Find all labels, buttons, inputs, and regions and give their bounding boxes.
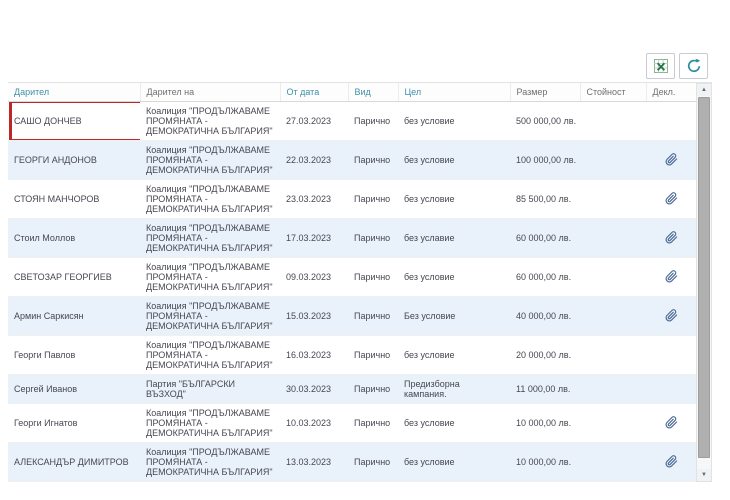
- cell-purpose: без условие: [404, 350, 455, 360]
- cell-amount: 60 000,00 лв.: [516, 272, 572, 282]
- cell-date: 13.03.2023: [286, 457, 332, 467]
- attachment-paperclip-icon[interactable]: [665, 192, 678, 205]
- cell-amount: 60 000,00 лв.: [516, 233, 572, 243]
- cell-donor: АЛЕКСАНДЪР ДИМИТРОВ: [14, 457, 129, 467]
- cell-kind: Парично: [354, 116, 391, 126]
- table-row[interactable]: [8, 375, 696, 404]
- cell-donor: Стоил Моллов: [14, 233, 76, 243]
- cell-amount: 10 000,00 лв.: [516, 418, 572, 428]
- table-header-row: [8, 83, 696, 102]
- scroll-up-button[interactable]: [697, 84, 711, 96]
- cell-date: 15.03.2023: [286, 311, 332, 321]
- cell-declaration: [646, 219, 696, 258]
- cell-recipient: Коалиция "ПРОДЪЛЖАВАМЕ ПРОМЯНАТА - ДЕМОКРАТИЧНА БЪЛГАРИЯ": [146, 106, 273, 136]
- cell-kind: Парично: [354, 457, 391, 467]
- table-header: [8, 83, 696, 102]
- table-row[interactable]: [8, 141, 696, 180]
- cell-date: 30.03.2023: [286, 384, 332, 394]
- cell-recipient: Коалиция "ПРОДЪЛЖАВАМЕ ПРОМЯНАТА - ДЕМОКРАТИЧНА БЪЛГАРИЯ": [146, 340, 273, 370]
- cell-purpose: Предизборна кампания.: [404, 379, 460, 399]
- attachment-paperclip-icon[interactable]: [665, 153, 678, 166]
- cell-declaration: [646, 336, 696, 375]
- cell-date: 10.03.2023: [286, 418, 332, 428]
- cell-date: 23.03.2023: [286, 194, 332, 204]
- table-row[interactable]: [8, 297, 696, 336]
- cell-declaration: [646, 297, 696, 336]
- highlight-annotation-box: [9, 102, 140, 141]
- cell-amount: 11 000,00 лв.: [516, 384, 571, 394]
- column-header-5[interactable]: Цел: [398, 83, 510, 102]
- cell-declaration: [646, 141, 696, 180]
- scroll-down-arrow-icon: ▼: [701, 472, 707, 478]
- cell-declaration: [646, 375, 696, 404]
- cell-recipient: Коалиция "ПРОДЪЛЖАВАМЕ ПРОМЯНАТА - ДЕМОКРАТИЧНА БЪЛГАРИЯ": [146, 262, 273, 292]
- scrollbar-thumb[interactable]: [698, 97, 710, 458]
- table-row[interactable]: [8, 219, 696, 258]
- cell-kind: Парично: [354, 233, 391, 243]
- table-row[interactable]: [8, 336, 696, 375]
- cell-donor: Георги Игнатов: [14, 418, 78, 428]
- cell-donor: Армин Саркисян: [14, 311, 84, 321]
- vertical-scrollbar[interactable]: [696, 83, 712, 482]
- cell-donor: САШО ДОНЧЕВ: [8, 102, 140, 141]
- cell-donor: Сергей Иванов: [14, 384, 78, 394]
- table-row[interactable]: [8, 258, 696, 297]
- column-header-7: Стойност: [580, 83, 646, 102]
- cell-purpose: без условие: [404, 418, 455, 428]
- donations-table: [8, 83, 696, 482]
- cell-amount: 100 000,00 лв.: [516, 155, 577, 165]
- cell-donor: Георги Павлов: [14, 350, 76, 360]
- cell-purpose: Без условие: [404, 311, 456, 321]
- attachment-paperclip-icon[interactable]: [665, 455, 678, 468]
- cell-kind: Парично: [354, 311, 391, 321]
- column-header-1[interactable]: Дарител: [8, 83, 140, 102]
- table-row[interactable]: [8, 180, 696, 219]
- cell-value: [580, 141, 646, 180]
- cell-date: 17.03.2023: [286, 233, 332, 243]
- cell-value: [580, 375, 646, 404]
- cell-purpose: без условие: [404, 155, 455, 165]
- cell-value: [580, 404, 646, 443]
- cell-donor: СТОЯН МАНЧОРОВ: [14, 194, 100, 204]
- cell-value: [580, 180, 646, 219]
- cell-purpose: без условие: [404, 272, 455, 282]
- cell-date: 09.03.2023: [286, 272, 332, 282]
- attachment-paperclip-icon[interactable]: [665, 231, 678, 244]
- cell-amount: 500 000,00 лв.: [516, 116, 577, 126]
- cell-recipient: Коалиция "ПРОДЪЛЖАВАМЕ ПРОМЯНАТА - ДЕМОКРАТИЧНА БЪЛГАРИЯ": [146, 223, 273, 253]
- scroll-up-arrow-icon: ▲: [701, 87, 707, 93]
- refresh-icon: [686, 58, 702, 74]
- cell-declaration: [646, 258, 696, 297]
- cell-value: [580, 336, 646, 375]
- column-header-6: Размер: [510, 83, 580, 102]
- cell-value: [580, 258, 646, 297]
- attachment-paperclip-icon[interactable]: [665, 270, 678, 283]
- cell-purpose: без условие: [404, 457, 455, 467]
- excel-export-icon: [654, 59, 668, 73]
- cell-value: [580, 219, 646, 258]
- column-header-3[interactable]: От дата: [280, 83, 348, 102]
- export-excel-button[interactable]: [646, 53, 675, 79]
- cell-recipient: Коалиция "ПРОДЪЛЖАВАМЕ ПРОМЯНАТА - ДЕМОКРАТИЧНА БЪЛГАРИЯ": [146, 408, 273, 438]
- cell-kind: Парично: [354, 384, 391, 394]
- cell-amount: 40 000,00 лв.: [516, 311, 572, 321]
- cell-declaration: [646, 180, 696, 219]
- table-row[interactable]: [8, 404, 696, 443]
- column-header-8: Декл.: [646, 83, 696, 102]
- cell-recipient: Коалиция "ПРОДЪЛЖАВАМЕ ПРОМЯНАТА - ДЕМОКРАТИЧНА БЪЛГАРИЯ": [146, 184, 273, 214]
- cell-recipient: Коалиция "ПРОДЪЛЖАВАМЕ ПРОМЯНАТА - ДЕМОКРАТИЧНА БЪЛГАРИЯ": [146, 145, 273, 175]
- cell-purpose: без условие: [404, 194, 455, 204]
- refresh-button[interactable]: [679, 53, 708, 79]
- attachment-paperclip-icon[interactable]: [665, 309, 678, 322]
- cell-kind: Парично: [354, 155, 391, 165]
- cell-purpose: без условие: [404, 116, 455, 126]
- cell-recipient: Партия "БЪЛГАРСКИ ВЪЗХОД": [146, 379, 236, 399]
- cell-declaration: [646, 443, 696, 482]
- cell-value: [580, 102, 646, 141]
- donations-grid: [8, 82, 712, 482]
- cell-recipient: Коалиция "ПРОДЪЛЖАВАМЕ ПРОМЯНАТА - ДЕМОКРАТИЧНА БЪЛГАРИЯ": [146, 447, 273, 477]
- cell-recipient: Коалиция "ПРОДЪЛЖАВАМЕ ПРОМЯНАТА - ДЕМОКРАТИЧНА БЪЛГАРИЯ": [146, 301, 273, 331]
- cell-donor: СВЕТОЗАР ГЕОРГИЕВ: [14, 272, 112, 282]
- table-row[interactable]: [8, 102, 696, 141]
- cell-declaration: [646, 102, 696, 141]
- cell-date: 22.03.2023: [286, 155, 332, 165]
- cell-value: [580, 297, 646, 336]
- cell-amount: 10 000,00 лв.: [516, 457, 572, 467]
- cell-kind: Парично: [354, 194, 391, 204]
- column-header-2: Дарител на: [140, 83, 280, 102]
- table-body: [8, 102, 696, 482]
- cell-kind: Парично: [354, 350, 391, 360]
- table-row[interactable]: [8, 443, 696, 482]
- scroll-down-button[interactable]: [697, 469, 711, 481]
- cell-amount: 20 000,00 лв.: [516, 350, 572, 360]
- cell-declaration: [646, 404, 696, 443]
- column-header-4[interactable]: Вид: [348, 83, 398, 102]
- cell-date: 27.03.2023: [286, 116, 332, 126]
- cell-donor: ГЕОРГИ АНДОНОВ: [14, 155, 97, 165]
- cell-amount: 85 500,00 лв.: [516, 194, 572, 204]
- cell-kind: Парично: [354, 272, 391, 282]
- cell-date: 16.03.2023: [286, 350, 332, 360]
- cell-value: [580, 443, 646, 482]
- cell-purpose: без уславие: [404, 233, 455, 243]
- grid-toolbar: [646, 53, 708, 79]
- cell-kind: Парично: [354, 418, 391, 428]
- attachment-paperclip-icon[interactable]: [665, 416, 678, 429]
